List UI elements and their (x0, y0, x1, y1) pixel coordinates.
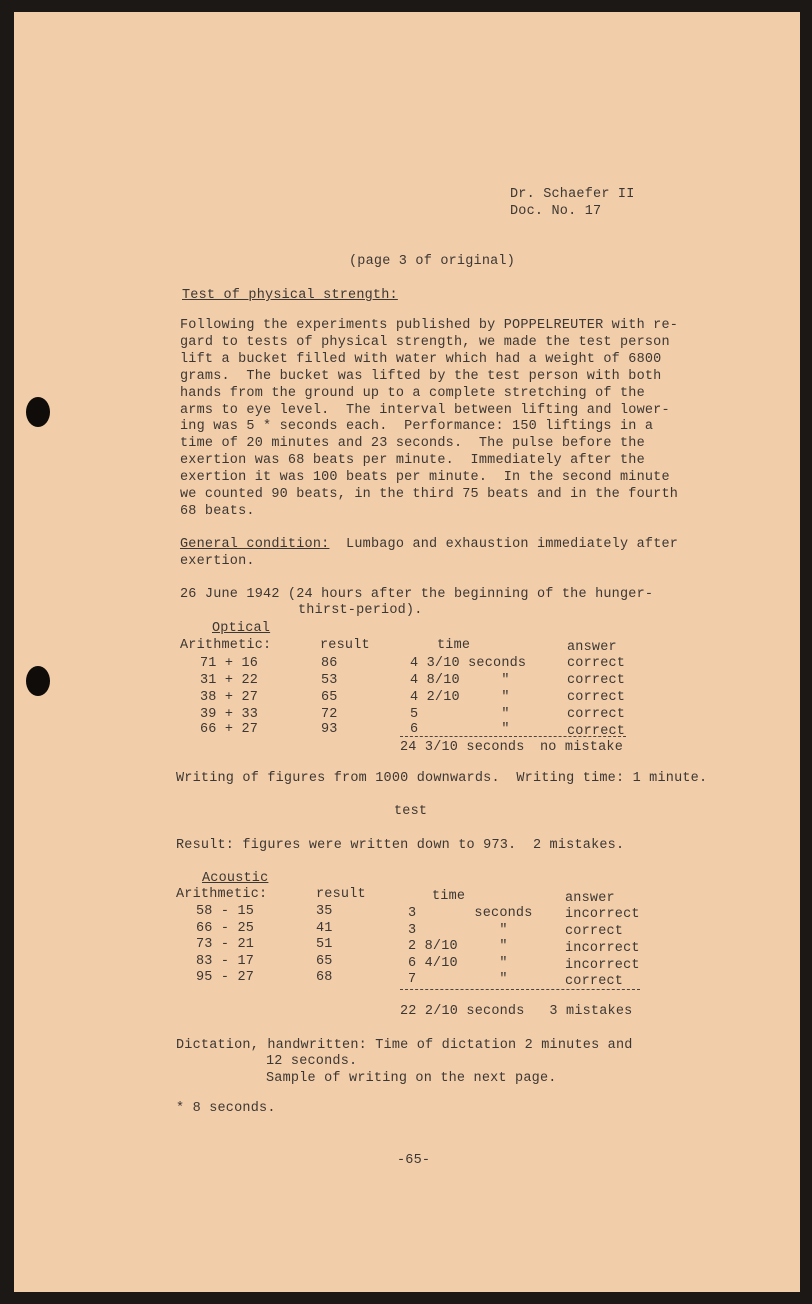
result: 65 (316, 954, 333, 969)
paragraph-line: 68 beats. (180, 503, 255, 519)
task: 66 + 27 (200, 722, 259, 737)
writing-result: Result: figures were written down to 973. 2 mistakes. (176, 838, 625, 853)
answer: incorrect (565, 941, 640, 956)
document-page (14, 12, 800, 1292)
physical-strength-paragraph (180, 318, 678, 521)
general-condition-label: General condition: (180, 537, 330, 552)
optical-header-time: time (437, 638, 471, 653)
general-condition-text-cont: exertion. (180, 554, 255, 569)
answer: incorrect (565, 907, 640, 922)
result: 51 (316, 937, 333, 952)
time: 3 seconds (408, 906, 533, 921)
acoustic-header-time: time (432, 889, 466, 904)
dictation-line: Dictation, handwritten: Time of dictation 2 minutes and (176, 1038, 633, 1053)
header-author: Dr. Schaefer II (510, 187, 635, 202)
acoustic-header-answer: answer (565, 891, 615, 906)
paragraph-line: time of 20 minutes and 23 seconds. The pulse before the (180, 436, 645, 452)
paragraph-line: ing was 5 * seconds each. Performance: 150 liftings in a (180, 419, 654, 435)
date-line-cont: thirst-period). (298, 603, 423, 618)
answer: correct (567, 724, 626, 739)
dictation-sample-note: Sample of writing on the next page. (266, 1071, 557, 1086)
result: 68 (316, 970, 333, 985)
page-note: (page 3 of original) (349, 254, 516, 269)
time: 2 8/10 " (408, 939, 508, 954)
header-doc-number: Doc. No. 17 (510, 204, 602, 219)
task: 58 - 15 (196, 904, 255, 919)
paragraph-line: grams. The bucket was lifted by the test person with both (180, 368, 662, 384)
task: 66 - 25 (196, 921, 255, 936)
punch-hole (26, 397, 50, 427)
date-line: 26 June 1942 (24 hours after the beginning of the hunger- (180, 587, 654, 602)
optical-header-task: Arithmetic: (180, 638, 272, 653)
task: 38 + 27 (200, 690, 259, 705)
result: 86 (321, 656, 338, 671)
paragraph-line: arms to eye level. The interval between lifting and lower- (180, 402, 670, 418)
task: 83 - 17 (196, 954, 255, 969)
answer: incorrect (565, 958, 640, 973)
physical-strength-heading: Test of physical strength: (182, 288, 398, 303)
paragraph-line: Following the experiments published by POPPELREUTER with re- (180, 318, 679, 333)
time: 4 8/10 " (410, 673, 510, 688)
acoustic-title: Acoustic (202, 871, 269, 886)
general-condition-text: Lumbago and exhaustion immediately after (329, 537, 679, 552)
time: 4 2/10 " (410, 690, 510, 705)
paragraph-line: we counted 90 beats, in the third 75 beats and in the fourth (180, 487, 679, 503)
result: 41 (316, 921, 333, 936)
acoustic-header-result: result (316, 887, 366, 902)
acoustic-total: 22 2/10 seconds 3 mistakes (400, 1004, 633, 1019)
time: 3 " (408, 923, 508, 938)
optical-header-result: result (320, 638, 370, 653)
general-condition (180, 536, 678, 553)
paragraph-line: lift a bucket filled with water which had a weight of 6800 (180, 351, 662, 367)
writing-test-label: test (394, 804, 428, 819)
page-number: -65- (397, 1153, 431, 1168)
time: 4 3/10 seconds (410, 656, 527, 671)
footnote: * 8 seconds. (176, 1101, 276, 1116)
acoustic-total-rule (400, 989, 640, 990)
task: 39 + 33 (200, 707, 259, 722)
time: 6 4/10 " (408, 956, 508, 971)
acoustic-header-task: Arithmetic: (176, 887, 268, 902)
punch-hole (26, 666, 50, 696)
result: 72 (321, 707, 338, 722)
result: 35 (316, 904, 333, 919)
answer: correct (565, 924, 624, 939)
paragraph-line: exertion it was 100 beats per minute. In the second minute (180, 470, 670, 486)
time: 5 " (410, 707, 510, 722)
answer: correct (565, 974, 624, 989)
task: 31 + 22 (200, 673, 259, 688)
result: 53 (321, 673, 338, 688)
answer: correct (567, 673, 626, 688)
writing-line: Writing of figures from 1000 downwards. Writing time: 1 minute. (176, 771, 708, 786)
time: 6 " (410, 722, 510, 737)
paragraph-line: hands from the ground up to a complete stretching of the (180, 385, 645, 401)
task: 73 - 21 (196, 937, 255, 952)
dictation-line-cont: 12 seconds. (266, 1054, 358, 1069)
optical-total-mistakes: no mistake (540, 740, 624, 755)
time: 7 " (408, 972, 508, 987)
paragraph-line: exertion was 68 beats per minute. Immediately after the (180, 453, 645, 469)
answer: correct (567, 656, 626, 671)
optical-title: Optical (212, 621, 271, 636)
result: 65 (321, 690, 338, 705)
task: 95 - 27 (196, 970, 255, 985)
answer: correct (567, 707, 626, 722)
paragraph-line: gard to tests of physical strength, we made the test person (180, 334, 670, 350)
answer: correct (567, 690, 626, 705)
optical-total-time: 24 3/10 seconds (400, 740, 525, 755)
result: 93 (321, 722, 338, 737)
optical-header-answer: answer (567, 640, 617, 655)
task: 71 + 16 (200, 656, 259, 671)
optical-total-rule (400, 736, 626, 737)
